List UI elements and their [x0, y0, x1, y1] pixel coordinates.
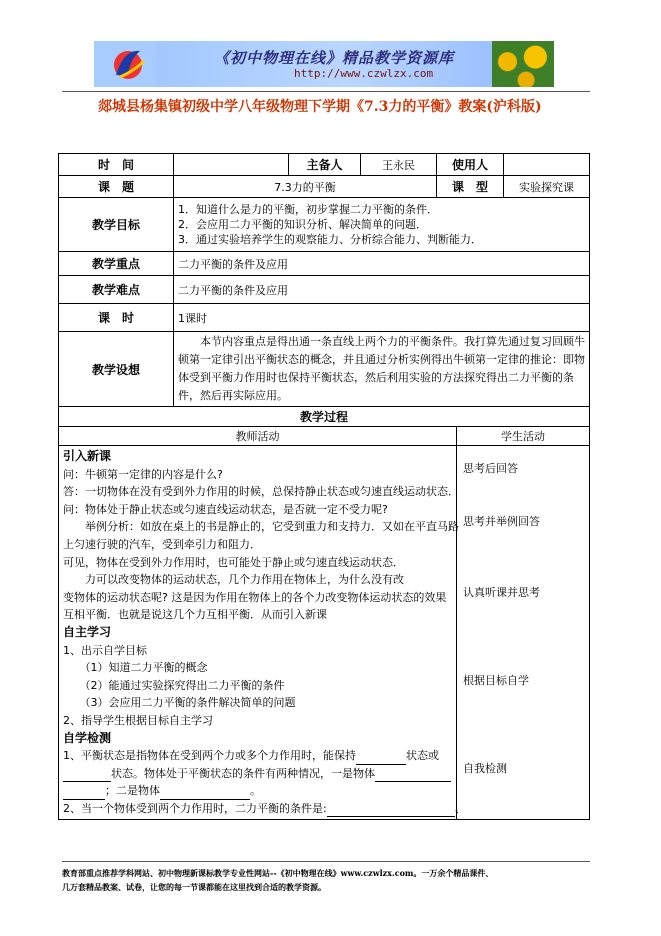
- site-logo: [94, 41, 156, 87]
- text-line: 可见，物体在受到外力作用时，也可能处于静止或匀速直线运动状态．: [63, 555, 404, 569]
- text-line: 问：物体处于静止状态或匀速直线运动状态，是否就一定不受力呢?: [63, 502, 388, 516]
- goal-item: 3．通过实验培养学生的观察能力、分析综合能力、判断能力．: [178, 233, 482, 246]
- question-line: 1、平衡状态是指物体在受到两个力或多个力作用时，能保持 状态或: [63, 747, 452, 765]
- time-label: 时 间: [59, 154, 174, 176]
- sunflower-image: [492, 41, 554, 87]
- student-activity-item: 认真听课并思考: [463, 586, 540, 599]
- process-title: 教学过程: [59, 407, 590, 427]
- teacher-activity-content: [59, 446, 466, 820]
- student-activity-item: 根据目标自学: [463, 674, 529, 687]
- goals-list: [174, 198, 590, 252]
- topic-value: 7.3力的平衡: [174, 176, 437, 198]
- hours-value: 1课时: [174, 304, 590, 332]
- text-line: （2）能通过实验探究得出二力平衡的条件: [79, 678, 285, 692]
- type-value: 实验探究课: [504, 176, 590, 198]
- text-line: 力可以改变物体的运动状态，几个力作用在物体上，为什么没有改: [85, 573, 404, 587]
- text-line: 2、指导学生根据目标自主学习: [63, 713, 213, 727]
- section-heading: 引入新课: [63, 449, 112, 463]
- key-point-label: 教学重点: [59, 252, 174, 276]
- time-value: [174, 154, 289, 176]
- answer-blank[interactable]: [356, 752, 406, 765]
- banner-url[interactable]: http://www.czwlzx.com: [294, 67, 434, 80]
- text-line: （3）会应用二力平衡的条件解决简单的问题: [79, 696, 296, 710]
- header-banner: [94, 41, 554, 87]
- section-heading: 自主学习: [63, 624, 112, 639]
- text-line: 问：牛顿第一定律的内容是什么?: [63, 467, 223, 481]
- lesson-plan-table: [58, 153, 590, 820]
- question-line: ；二是物体 。: [63, 782, 452, 800]
- design-label: 教学设想: [59, 332, 174, 407]
- goal-item: 2．会应用二力平衡的知识分析、解决简单的问题．: [178, 218, 427, 231]
- topic-label: 课 题: [59, 176, 174, 198]
- student-activity-header: 学生活动: [457, 427, 590, 446]
- difficulty-value: 二力平衡的条件及应用: [174, 276, 590, 304]
- user-value: [504, 154, 590, 176]
- answer-blank[interactable]: [63, 787, 105, 800]
- answer-blank[interactable]: [160, 787, 250, 800]
- answer-blank[interactable]: [63, 769, 111, 782]
- answer-blank[interactable]: [375, 769, 451, 782]
- preparer-value: 王永民: [361, 154, 437, 176]
- footer-line: 教育部重点推荐学科网站、初中物理新课标教学专业性网站--《初中物理在线》www.czwlzx.com。一万余个精品课件、: [62, 868, 494, 878]
- design-text: 本节内容重点是得出通一条直线上两个力的平衡条件。我打算先通过复习回顾牛顿第一定律引出平衡状态的概念，并且通过分析实例得出牛顿第一定律的推论：即物体受到平衡力作用时也保持平衡状态，然后利用实验的方法探究得出二力平衡的条件，然后再实际应用。: [174, 332, 590, 407]
- banner-title: 《初中物理在线》精品教学资源库: [214, 49, 455, 67]
- text-line: 举例分析：如放在桌上的书是静止的，它受到重力和支持力．又如在平直马路: [85, 520, 459, 534]
- hours-label: 课 时: [59, 304, 174, 332]
- text-line: 上匀速行驶的汽车，受到牵引力和阻力．: [63, 537, 261, 551]
- document-title: 郯城县杨集镇初级中学八年级物理下学期《7.3力的平衡》教案(沪科版): [98, 99, 542, 115]
- page-footer: [62, 866, 590, 894]
- footer-line: 几万套精品教案、试卷，让您的每一节课都能在这里找到合适的教学资源。: [62, 882, 326, 892]
- text-line: （1）知道二力平衡的概念: [79, 661, 208, 675]
- section-heading: 自学检测: [63, 730, 112, 745]
- student-activity-content: [457, 446, 590, 820]
- answer-blank[interactable]: [327, 804, 455, 817]
- text-line: 互相平衡．也就是说这几个力互相平衡．从而引入新课: [63, 608, 327, 622]
- footer-divider: [62, 861, 590, 862]
- type-label: 课 型: [437, 176, 504, 198]
- student-activity-item: 思考后回答: [463, 462, 518, 475]
- text-line: 答：一切物体在没有受到外力作用的时候，总保持静止状态或匀速直线运动状态．: [63, 485, 459, 499]
- text-line: 变物体的运动状态呢? 这是因为作用在物体上的各个力改变物体运动状态的效果: [63, 590, 447, 604]
- difficulty-label: 教学难点: [59, 276, 174, 304]
- student-activity-item: 思考并举例回答: [463, 515, 540, 528]
- goal-item: 1．知道什么是力的平衡，初步掌握二力平衡的条件．: [178, 203, 438, 216]
- preparer-label: 主备人: [289, 154, 361, 176]
- user-label: 使用人: [437, 154, 504, 176]
- header-divider: [62, 91, 590, 92]
- key-point-value: 二力平衡的条件及应用: [174, 252, 590, 276]
- question-line: 状态。物体处于平衡状态的条件有两种情况，一是物体: [63, 765, 452, 783]
- text-line: 1、出示自学目标: [63, 643, 147, 657]
- question-line: 2、当一个物体受到两个力作用时，二力平衡的条件是: 、: [63, 800, 452, 818]
- goals-label: 教学目标: [59, 198, 174, 252]
- teacher-activity-header: 教师活动: [59, 427, 457, 446]
- student-activity-item: 自我检测: [463, 762, 507, 775]
